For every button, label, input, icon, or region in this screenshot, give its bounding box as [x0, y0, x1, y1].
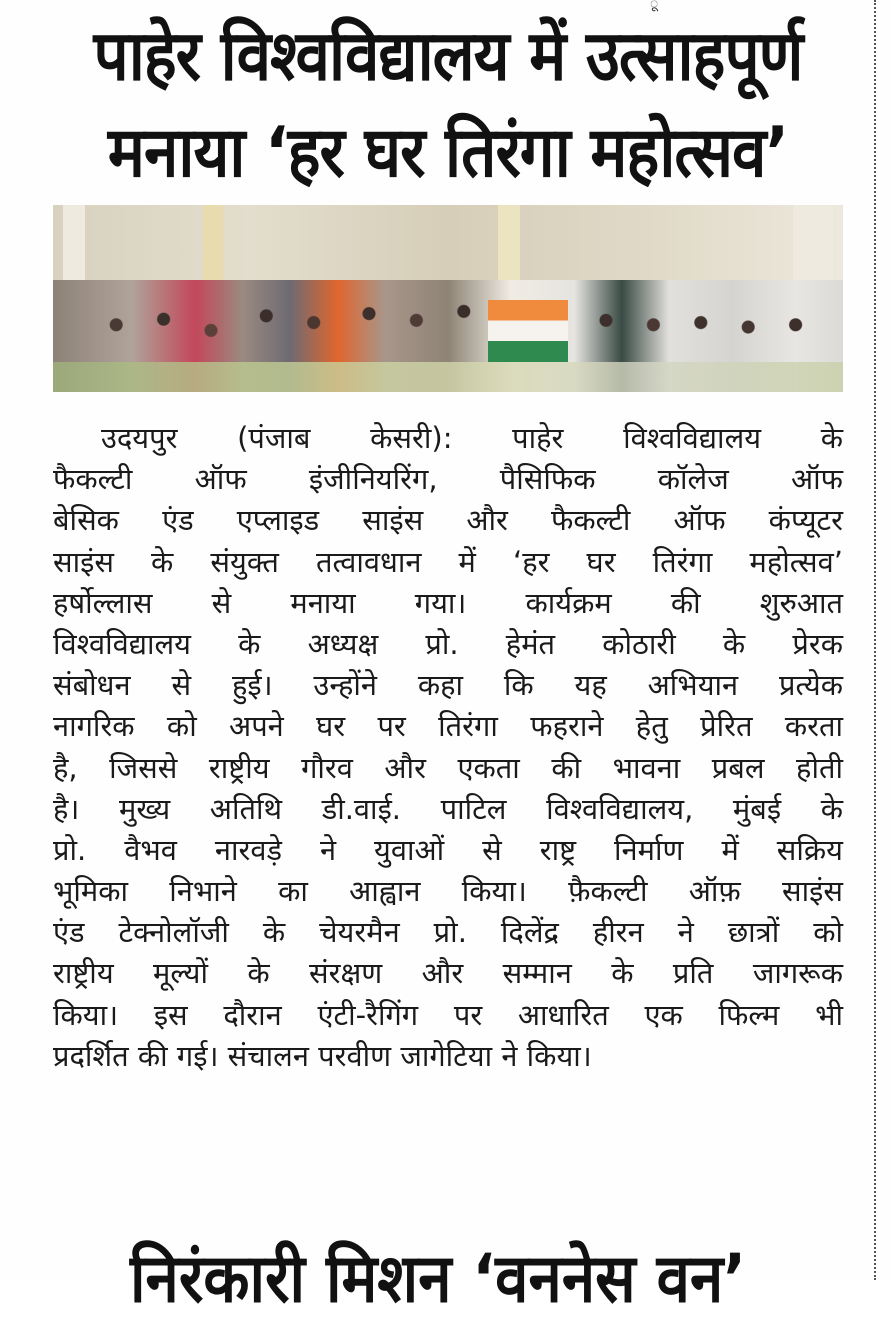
- indian-flag: [488, 300, 568, 362]
- article-line: हर्षोल्लास से मनाया गया। कार्यक्रम की शुरुआत: [53, 585, 843, 620]
- article-line: बेसिक एंड एप्लाइड साइंस और फैकल्टी ऑफ कंप्यूटर: [53, 503, 843, 538]
- article-line: किया। इस दौरान एंटी-रैगिंग पर आधारित एक फिल्म भी: [53, 997, 843, 1032]
- column-divider: [874, 0, 876, 1280]
- article-line: उदयपुर (पंजाब केसरी): पाहेर विश्वविद्यालय के: [101, 421, 843, 455]
- article-line: संबोधन से हुई। उन्होंने कहा कि यह अभियान प्रत्येक: [53, 668, 843, 703]
- article-line: साइंस के संयुक्त तत्वावधान में ‘हर घर तिरंगा महोत्सव’: [53, 544, 843, 579]
- article-line: है। मुख्य अतिथि डी.वाई. पाटिल विश्वविद्यालय, मुंबई के: [53, 791, 843, 826]
- headline-line-1: पाहेर विश्वविद्यालय में उत्साहपूर्ण: [93, 14, 803, 97]
- article-line: नागरिक को अपने घर पर तिरंगा फहराने हेतु प्रेरित करता: [53, 709, 843, 744]
- article-line: प्रो. वैभव नारवड़े ने युवाओं से राष्ट्र निर्माण में सक्रिय: [53, 832, 843, 867]
- article-line: भूमिका निभाने का आह्वान किया। फ़ैकल्टी ऑफ़ साइंस: [53, 874, 843, 909]
- article-line: एंड टेक्नोलॉजी के चेयरमैन प्रो. दिलेंद्र हीरन ने छात्रों को: [53, 915, 843, 950]
- cropped-text-fragment: ू: [650, 0, 659, 12]
- article-line: राष्ट्रीय मूल्यों के संरक्षण और सम्मान के प्रति जागरूक: [53, 956, 843, 991]
- headline-line-2: मनाया ‘हर घर तिरंगा महोत्सव’: [107, 111, 789, 193]
- article-line: विश्वविद्यालय के अध्यक्ष प्रो. हेमंत कोठारी के प्रेरक: [53, 626, 843, 661]
- article-line: फैकल्टी ऑफ इंजीनियरिंग, पैसिफिक कॉलेज ऑफ: [53, 462, 843, 497]
- article-line: है, जिससे राष्ट्रीय गौरव और एकता की भावना प्रबल होती: [53, 750, 843, 785]
- article-body: [53, 418, 843, 1077]
- next-article-headline-partial: निरंकारी मिशन ‘वननेस वन’: [130, 1240, 747, 1318]
- article-line: प्रदर्शित की गई। संचालन परवीण जागेटिया ने किया।: [53, 1038, 592, 1073]
- headline: [53, 8, 843, 201]
- news-photo: [53, 205, 843, 392]
- photo-floor: [53, 362, 843, 392]
